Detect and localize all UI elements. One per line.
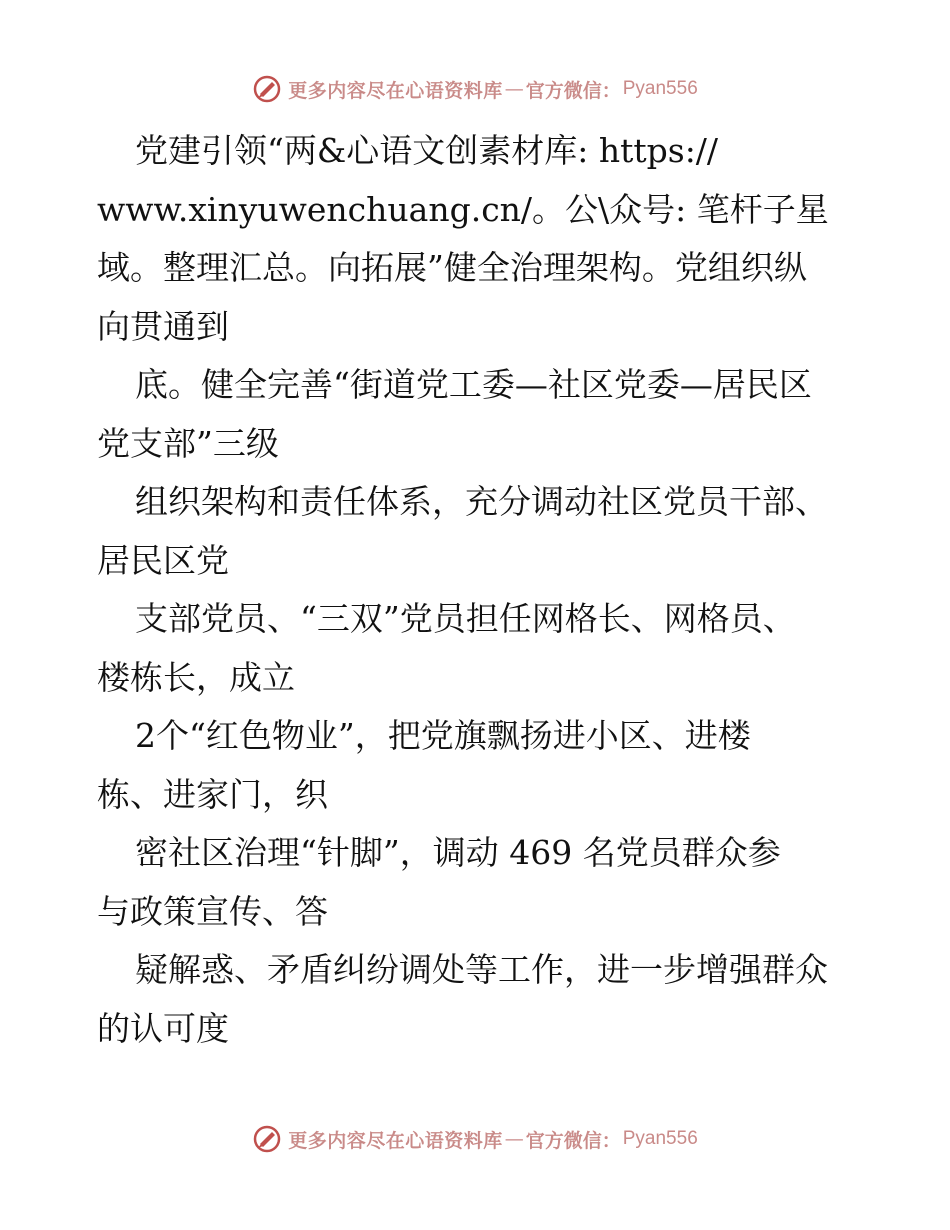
body-line: 与政策宣传、答 <box>97 891 328 931</box>
watermark-brand: 更多内容尽在心语资料库 <box>288 79 503 102</box>
footer-watermark <box>0 1122 950 1156</box>
watermark-dash: — <box>504 78 524 100</box>
body-line: 密社区治理“针脚”，调动 469 名党员群众参 <box>135 833 781 872</box>
body-line: 栋、进家门，织 <box>97 774 328 814</box>
watermark-dash: — <box>504 1128 524 1150</box>
watermark-official-label: 官方微信： <box>525 79 621 102</box>
body-line: 的认可度 <box>97 1008 229 1048</box>
watermark-official-label: 官方微信： <box>525 1129 621 1152</box>
body-line: 党支部”三级 <box>97 423 279 463</box>
watermark-wechat-id: Pyan556 <box>622 78 698 99</box>
watermark-wechat-id: Pyan556 <box>622 1128 698 1149</box>
body-line: 楼栋长，成立 <box>97 657 295 697</box>
watermark-brand: 更多内容尽在心语资料库 <box>288 1129 503 1152</box>
body-line: 组织架构和责任体系，充分调动社区党员干部、 <box>135 482 828 521</box>
body-line: 向贯通到 <box>97 306 229 346</box>
body-line: 疑解惑、矛盾纠纷调处等工作，进一步增强群众 <box>135 950 828 989</box>
body-line: www.xinyuwenchuang.cn/。公\众号: 笔杆子星 <box>97 189 829 229</box>
header-watermark <box>0 72 950 106</box>
brush-logo-icon <box>252 74 282 104</box>
body-line: 居民区党 <box>97 540 229 580</box>
body-line: 域。整理汇总。向拓展”健全治理架构。党组织纵 <box>97 248 807 287</box>
body-line: 2个“红色物业”，把党旗飘扬进小区、进楼 <box>135 716 751 755</box>
body-line: 党建引领“两&心语文创素材库: https:// <box>135 131 719 170</box>
brush-logo-icon <box>252 1124 282 1154</box>
body-line: 底。健全完善“街道党工委—社区党委—居民区 <box>135 365 812 404</box>
body-line: 支部党员、“三双”党员担任网格长、网格员、 <box>135 599 796 638</box>
document-body <box>97 122 857 1058</box>
